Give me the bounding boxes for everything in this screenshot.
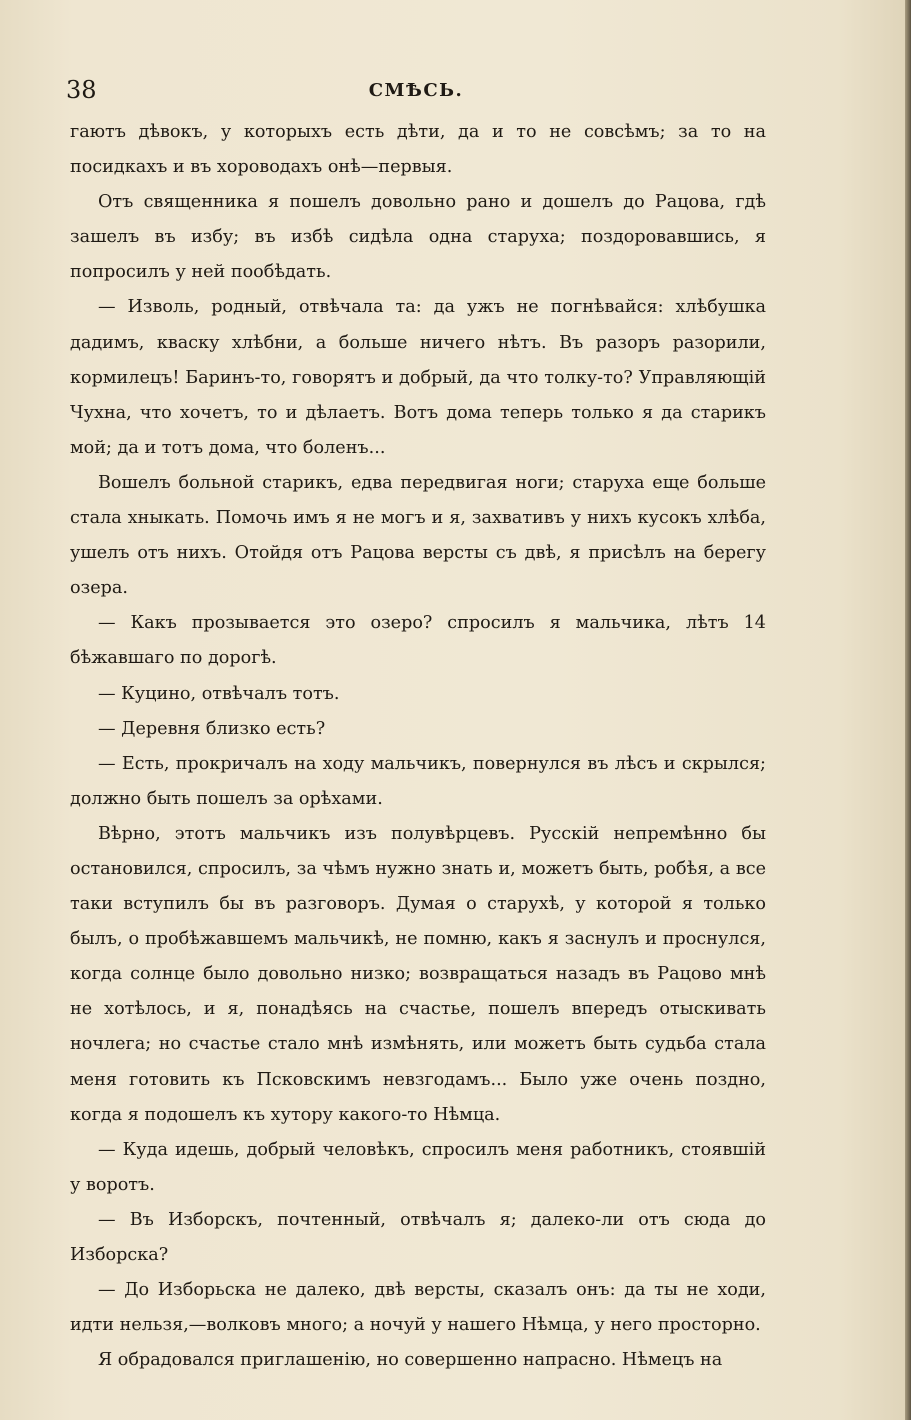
paragraph: — Куда идешь, добрый человѣкъ, спросилъ меня работникъ, стоявшій у воротъ.: [70, 1139, 766, 1195]
paragraph: Отъ священника я пошелъ довольно рано и дошелъ до Рацова, гдѣ зашелъ въ избу; въ избѣ сидѣла одна старуха; поздоровавшись, я попросилъ у ней пообѣдать.: [70, 192, 766, 283]
paragraph: — Какъ прозывается это озеро? спросилъ я мальчика, лѣтъ 14 бѣжавшаго по дорогѣ.: [70, 613, 766, 669]
running-head: СМѢСЬ.: [368, 80, 464, 101]
page-edge-shadow: [905, 0, 911, 1420]
paragraph: — Есть, прокричалъ на ходу мальчикъ, повернулся въ лѣсъ и скрылся; должно быть пошелъ за орѣхами.: [70, 753, 766, 809]
paragraph: — Изволь, родный, отвѣчала та: да ужъ не погнѣвайся: хлѣбушка дадимъ, кваску хлѣбни, а больше ничего нѣтъ. Въ разоръ разорили, кормилецъ! Баринъ-то, говорятъ и добрый, да что толку-то? Управляющій Чухна, что хочетъ, то и дѣлаетъ. Вотъ дома теперь только я да старикъ мой; да и тотъ дома, что боленъ...: [70, 297, 766, 458]
paragraph: Я обрадовался приглашенію, но совершенно напрасно. Нѣмецъ на: [98, 1350, 723, 1371]
paragraph: Вошелъ больной старикъ, едва передвигая ноги; старуха еще больше стала хныкать. Помочь имъ я не могъ и я, захвативъ у нихъ кусокъ хлѣба, ушелъ отъ нихъ. Отойдя отъ Рацова версты съ двѣ, я присѣлъ на берегу озера.: [70, 472, 766, 599]
page-number: 38: [66, 76, 97, 104]
body-text: [70, 115, 766, 1378]
paragraph: Вѣрно, этотъ мальчикъ изъ полувѣрцевъ. Русскій непремѣнно бы остановился, спросилъ, за чѣмъ нужно знать и, можетъ быть, робѣя, а все таки вступилъ бы въ разговоръ. Думая о старухѣ, у которой я только былъ, о пробѣжавшемъ мальчикѣ, не помню, какъ я заснулъ и проснулся, когда солнце было довольно низко; возвращаться назадъ въ Рацово мнѣ не хотѣлось, и я, понадѣясь на счастье, пошелъ впередъ отыскивать ночлега; но счастье стало мнѣ измѣнять, или можетъ быть судьба стала меня готовить къ Псковскимъ невзгодамъ... Было уже очень поздно, когда я подошелъ къ хутору какого-то Нѣмца.: [70, 823, 766, 1125]
paragraph: — Куцино, отвѣчалъ тотъ.: [98, 683, 340, 704]
paragraph: — Деревня близко есть?: [98, 718, 326, 739]
page-header: [66, 76, 766, 112]
paragraph: гаютъ дѣвокъ, у которыхъ есть дѣти, да и то не совсѣмъ; за то на посидкахъ и въ хороводахъ онѣ—первыя.: [70, 122, 766, 178]
paragraph: — Въ Изборскъ, почтенный, отвѣчалъ я; далеко-ли отъ сюда до Изборска?: [70, 1209, 766, 1265]
paragraph: — До Изборьска не далеко, двѣ версты, сказалъ онъ: да ты не ходи, идти нельзя,—волковъ много; а ночуй у нашего Нѣмца, у него просторно.: [70, 1280, 766, 1336]
